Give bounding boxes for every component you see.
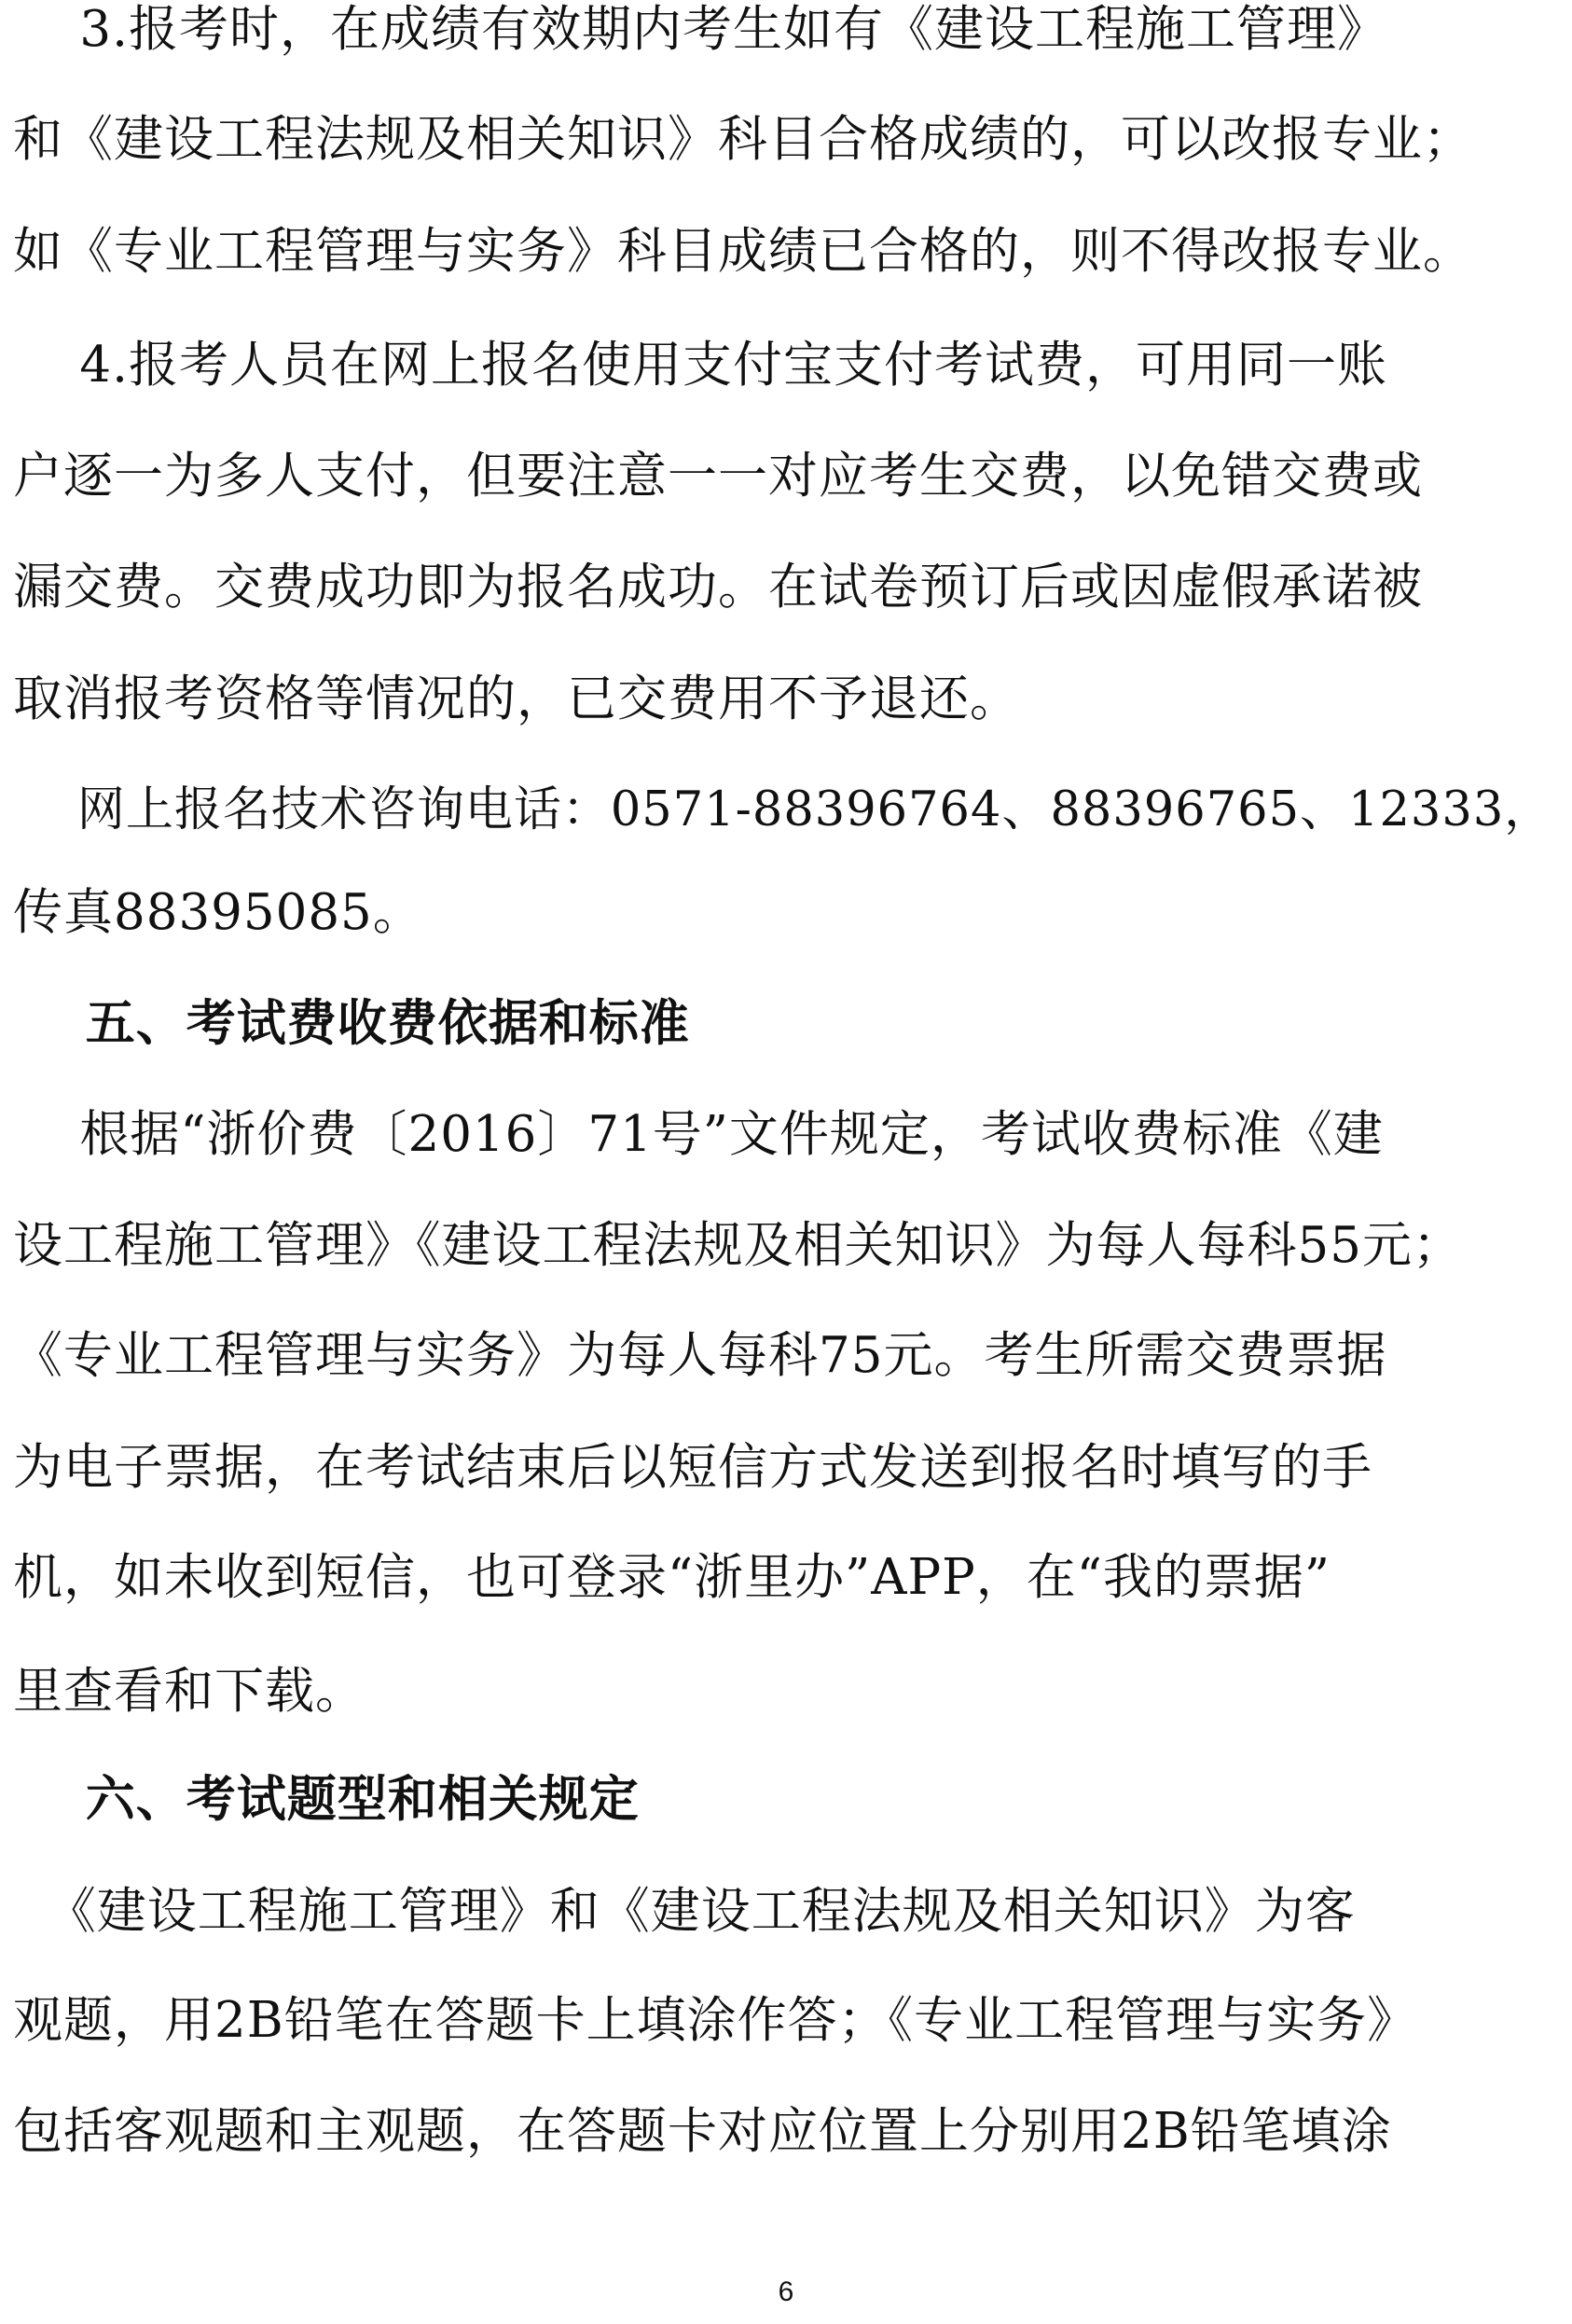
text-line: 里查看和下载。	[13, 1663, 365, 1720]
text-line: 漏交费。交费成功即为报名成功。在试卷预订后或因虚假承诺被	[13, 559, 1423, 616]
section-heading-5: 五、考试费收费依据和标准	[13, 995, 690, 1052]
text-line: 观题，用2B铅笔在答题卡上填涂作答；《专业工程管理与实务》	[13, 1992, 1418, 2049]
text-line: 如《专业工程管理与实务》科目成绩已合格的，则不得改报专业。	[13, 223, 1473, 280]
text-line: 户逐一为多人支付，但要注意一一对应考生交费，以免错交费或	[13, 448, 1423, 505]
page-number: 6	[778, 2276, 794, 2307]
text-line: 机，如未收到短信，也可登录“浙里办”APP，在“我的票据”	[13, 1549, 1331, 1606]
text-line: 取消报考资格等情况的，已交费用不予退还。	[13, 671, 1020, 727]
text-line: 和《建设工程法规及相关知识》科目合格成绩的，可以改报专业；	[13, 111, 1473, 168]
text-line: 传真88395085。	[13, 884, 423, 941]
section-heading-6: 六、考试题型和相关规定	[13, 1771, 640, 1828]
text-line: 网上报名技术咨询电话：0571-88396764、88396765、12333，	[13, 782, 1553, 837]
text-line: 设工程施工管理》《建设工程法规及相关知识》为每人每科55元；	[13, 1217, 1463, 1274]
text-line: 为电子票据，在考试结束后以短信方式发送到报名时填写的手	[13, 1439, 1372, 1496]
text-line: 根据“浙价费〔2016〕71号”文件规定，考试收费标准《建	[13, 1106, 1384, 1163]
text-line: 包括客观题和主观题，在答题卡对应位置上分别用2B铅笔填涂	[13, 2103, 1392, 2160]
text-line: 4.报考人员在网上报名使用支付宝支付考试费，可用同一账	[13, 337, 1387, 394]
text-line: 3.报考时，在成绩有效期内考生如有《建设工程施工管理》	[13, 1, 1387, 58]
text-line: 《专业工程管理与实务》为每人每科75元。考生所需交费票据	[13, 1327, 1387, 1384]
text-line: 《建设工程施工管理》和《建设工程法规及相关知识》为客	[13, 1883, 1356, 1940]
